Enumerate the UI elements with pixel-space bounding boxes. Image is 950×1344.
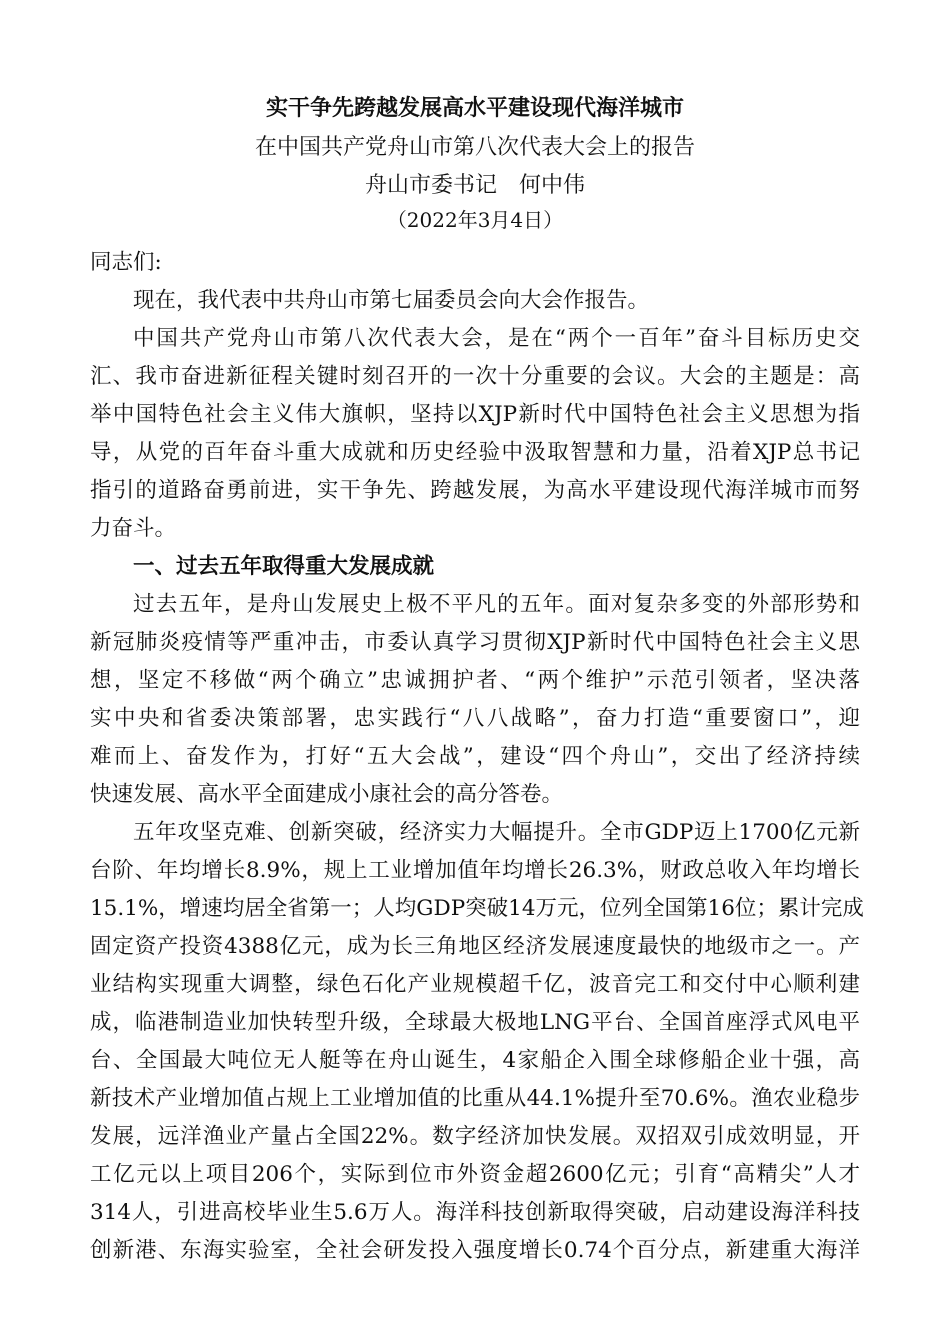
paragraph-line: 汇、我市奋进新征程关键时刻召开的一次十分重要的会议。大会的主题是：高 xyxy=(90,364,860,389)
report-date: （2022年3月4日） xyxy=(386,208,564,232)
paragraph-line: 指引的道路奋勇前进，实干争先、跨越发展，为高水平建设现代海洋城市而努 xyxy=(90,478,860,503)
paragraph-line: 过去五年，是舟山发展史上极不平凡的五年。面对复杂多变的外部形势和 xyxy=(133,592,860,617)
document-title: 实干争先跨越发展高水平建设现代海洋城市 xyxy=(265,95,684,121)
author-line xyxy=(0,172,950,200)
paragraph-line: 快速发展、高水平全面建成小康社会的高分答卷。 xyxy=(90,782,564,807)
paragraph-line: 固定资产投资4388亿元，成为长三角地区经济发展速度最快的地级市之一。产 xyxy=(90,934,860,959)
paragraph-line: 创新港、东海实验室，全社会研发投入强度增长0.74个百分点，新建重大海洋 xyxy=(90,1238,860,1263)
paragraph-line: 五年攻坚克难、创新突破，经济实力大幅提升。全市GDP迈上1700亿元新 xyxy=(133,820,860,845)
paragraph-line: 力奋斗。 xyxy=(90,516,177,541)
paragraph-line: 台、全国最大吨位无人艇等在舟山诞生，4家船企入围全球修船企业十强，高 xyxy=(90,1048,860,1073)
paragraph-line: 实中央和省委决策部署，忠实践行“八八战略”，奋力打造“重要窗口”，迎 xyxy=(90,706,860,731)
section-heading: 一、过去五年取得重大发展成就 xyxy=(133,554,435,579)
paragraph-line: 成，临港制造业加快转型升级，全球最大极地LNG平台、全国首座浮式风电平 xyxy=(90,1010,860,1035)
paragraph-line: 发展，远洋渔业产量占全国22%。数字经济加快发展。双招双引成效明显，开 xyxy=(90,1124,860,1149)
paragraph-line: 业结构实现重大调整，绿色石化产业规模超千亿，波音完工和交付中心顺利建 xyxy=(90,972,860,997)
paragraph-line: 导，从党的百年奋斗重大成就和历史经验中汲取智慧和力量，沿着XJP总书记 xyxy=(90,440,860,465)
paragraph-line: 中国共产党舟山市第八次代表大会，是在“两个一百年”奋斗目标历史交 xyxy=(133,326,860,351)
paragraph-theme xyxy=(90,320,860,548)
paragraph-line: 314人，引进高校毕业生5.6万人。海洋科技创新取得突破，启动建设海洋科技 xyxy=(90,1200,860,1225)
paragraph-economy xyxy=(90,814,864,1270)
salutation: 同志们: xyxy=(90,250,162,275)
author-name: 何中伟 xyxy=(519,173,586,198)
paragraph-overview xyxy=(90,586,860,814)
paragraph-line: 工亿元以上项目206个，实际到位市外资金超2600亿元；引育“高精尖”人才 xyxy=(90,1162,860,1187)
document-subtitle: 在中国共产党舟山市第八次代表大会上的报告 xyxy=(254,135,695,160)
paragraph-line: 新冠肺炎疫情等严重冲击，市委认真学习贯彻XJP新时代中国特色社会主义思 xyxy=(90,630,860,655)
author-role: 舟山市委书记 xyxy=(364,173,497,198)
paragraph-line: 举中国特色社会主义伟大旗帜，坚持以XJP新时代中国特色社会主义思想为指 xyxy=(90,402,860,427)
paragraph-line: 15.1%，增速均居全省第一；人均GDP突破14万元，位列全国第16位；累计完成 xyxy=(90,896,864,921)
paragraph-line: 台阶、年均增长8.9%，规上工业增加值年均增长26.3%，财政总收入年均增长 xyxy=(90,858,860,883)
document-body xyxy=(90,244,864,1270)
paragraph-line: 难而上、奋发作为，打好“五大会战”，建设“四个舟山”，交出了经济持续 xyxy=(90,744,860,769)
paragraph-line: 新技术产业增加值占规上工业增加值的比重从44.1%提升至70.6%。渔农业稳步 xyxy=(90,1086,860,1111)
paragraph-line: 想，坚定不移做“两个确立”忠诚拥护者、“两个维护”示范引领者，坚决落 xyxy=(90,668,860,693)
paragraph-intro: 现在，我代表中共舟山市第七届委员会向大会作报告。 xyxy=(133,288,650,313)
